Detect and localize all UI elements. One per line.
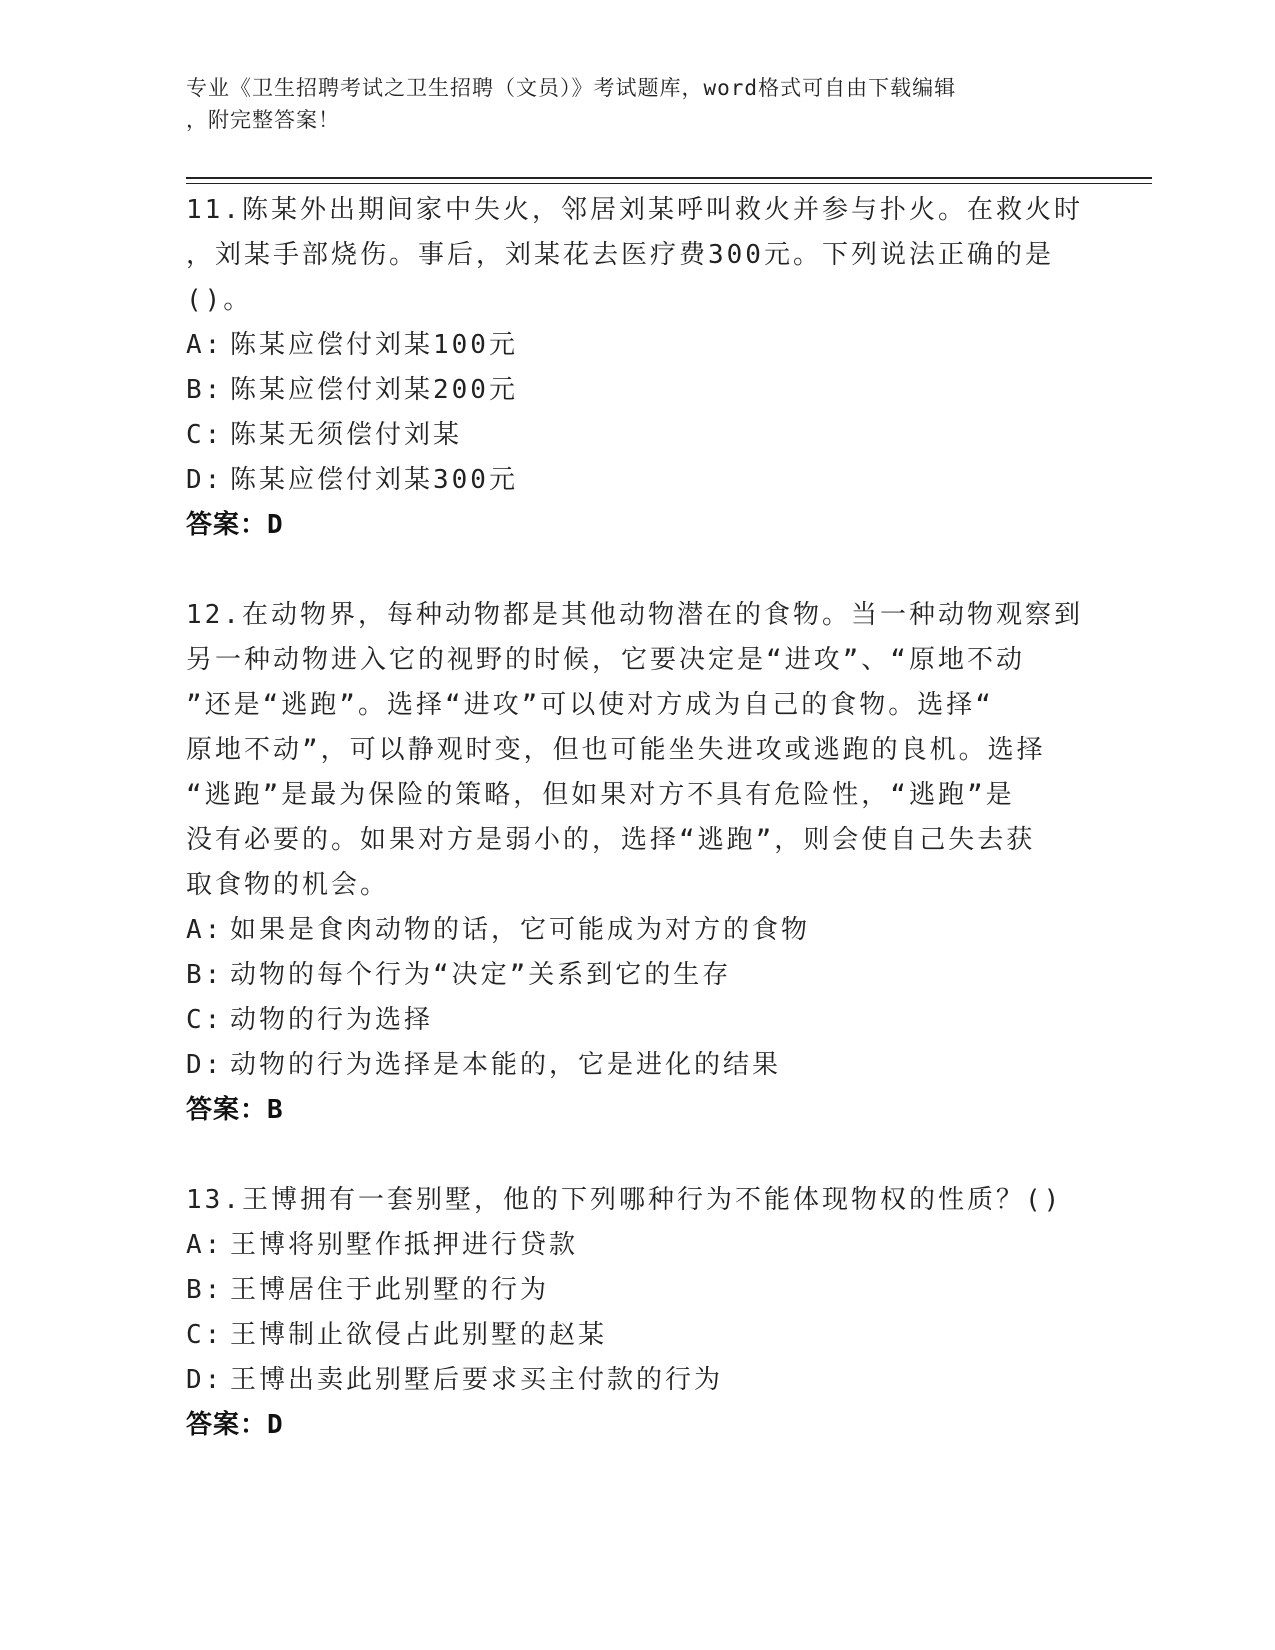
option-key: D: [186,1050,224,1080]
option-text: 动物的每个行为“决定”关系到它的生存 [230,960,732,990]
answer-value: D [267,510,284,540]
question-text-line: “逃跑”是最为保险的策略，但如果对方不具有危险性，“逃跑”是 [186,780,1015,810]
option-text: 陈某无须偿付刘某 [230,420,463,450]
option-d [186,1043,1066,1088]
answer-value: B [267,1095,284,1125]
option-d [186,458,1066,503]
question-text-line: ()。 [186,285,253,315]
question-text-line: ，刘某手部烧伤。事后，刘某花去医疗费300元。下列说法正确的是 [186,240,1054,270]
option-key: B: [186,375,224,405]
question-gap [186,548,1066,593]
option-c [186,998,1066,1043]
option-text: 王博居住于此别墅的行为 [230,1275,550,1305]
question-list [186,188,1083,1448]
option-text: 动物的行为选择是本能的，它是进化的结果 [230,1050,782,1080]
option-key: C: [186,420,224,450]
option-key: A: [186,330,224,360]
option-b [186,1268,1066,1313]
option-c [186,1313,1066,1358]
answer-label: 答案： [186,1410,268,1440]
question-text-line: ”还是“逃跑”。选择“进攻”可以使对方成为自己的食物。选择“ [186,690,994,720]
question-text-line: 另一种动物进入它的视野的时候，它要决定是“进攻”、“原地不动 [186,645,1025,675]
option-text: 王博将别墅作抵押进行贷款 [230,1230,579,1260]
option-b [186,953,1066,998]
answer [186,503,1066,548]
answer [186,1088,1066,1133]
question-text-line: 11.陈某外出期间家中失火，邻居刘某呼叫救火并参与扑火。在救火时 [186,195,1083,225]
question-12 [186,593,1083,1133]
option-a [186,1223,1066,1268]
answer-label: 答案： [186,1095,268,1125]
answer-label: 答案： [186,510,268,540]
option-key: C: [186,1005,224,1035]
question-13 [186,1178,1066,1448]
option-a [186,323,1066,368]
option-c [186,413,1066,458]
option-text: 动物的行为选择 [230,1005,434,1035]
option-text: 陈某应偿付刘某300元 [230,465,518,495]
option-d [186,1358,1066,1403]
option-key: D: [186,465,224,495]
question-text-line: 13.王博拥有一套别墅，他的下列哪种行为不能体现物权的性质？() [186,1185,1063,1215]
header-divider-thick [186,177,1152,179]
option-key: A: [186,1230,224,1260]
question-text-line: 12.在动物界，每种动物都是其他动物潜在的食物。当一种动物观察到 [186,600,1083,630]
option-a [186,908,1066,953]
option-key: B: [186,1275,224,1305]
answer [186,1403,1066,1448]
header-line-2: ，附完整答案！ [186,108,340,132]
option-key: A: [186,915,224,945]
header-divider-thin [186,183,1152,184]
header-line-1: 专业《卫生招聘考试之卫生招聘（文员）》考试题库，word格式可自由下载编辑 [186,76,957,100]
option-text: 陈某应偿付刘某200元 [230,375,518,405]
answer-value: D [267,1410,284,1440]
option-text: 王博出卖此别墅后要求买主付款的行为 [230,1365,724,1395]
question-gap [186,1133,1066,1178]
option-text: 陈某应偿付刘某100元 [230,330,518,360]
option-key: C: [186,1320,224,1350]
option-b [186,368,1066,413]
option-text: 王博制止欲侵占此别墅的赵某 [230,1320,608,1350]
option-key: D: [186,1365,224,1395]
question-11 [186,188,1083,548]
document-header [186,72,1066,136]
question-text-line: 没有必要的。如果对方是弱小的，选择“逃跑”，则会使自己失去获 [186,825,1036,855]
option-text: 如果是食肉动物的话，它可能成为对方的食物 [230,915,811,945]
option-key: B: [186,960,224,990]
question-text-line: 取食物的机会。 [186,870,390,900]
question-text-line: 原地不动”，可以静观时变，但也可能坐失进攻或逃跑的良机。选择 [186,735,1046,765]
